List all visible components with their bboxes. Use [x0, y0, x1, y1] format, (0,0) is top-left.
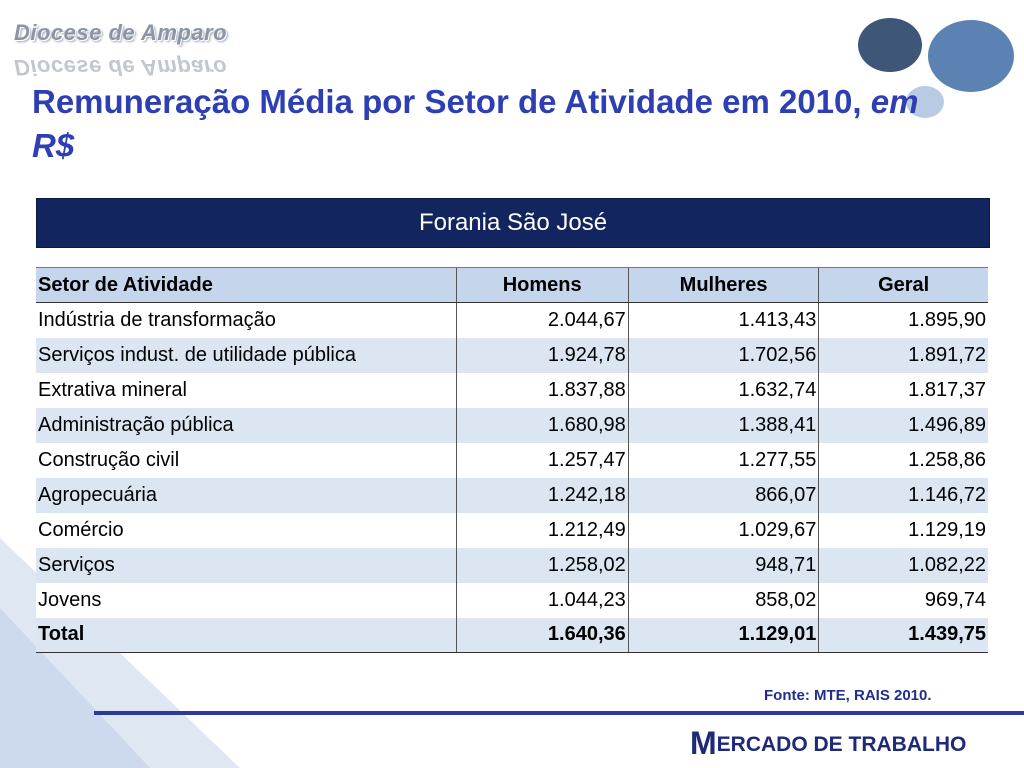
total-label: Total: [36, 618, 456, 653]
cell-sector: Serviços: [36, 548, 456, 583]
decorative-circle-medium: [928, 20, 1014, 92]
cell-women: 1.029,67: [628, 513, 819, 548]
title-main: Remuneração Média por Setor de Atividade em 2010: [32, 83, 853, 120]
brand-logo-reflection: Diocese de Amparo: [14, 55, 228, 80]
cell-men: 1.212,49: [456, 513, 628, 548]
slide-title: [32, 80, 932, 168]
table-row: [36, 548, 988, 583]
cell-sector: Indústria de transformação: [36, 303, 456, 338]
table-row: [36, 443, 988, 478]
header-women: Mulheres: [628, 268, 819, 303]
table-total-row: [36, 618, 988, 653]
cell-general: 1.146,72: [819, 478, 988, 513]
header-general: Geral: [819, 268, 988, 303]
cell-sector: Construção civil: [36, 443, 456, 478]
table-row: [36, 583, 988, 618]
cell-general: 969,74: [819, 583, 988, 618]
cell-women: 1.413,43: [628, 303, 819, 338]
cell-men: 1.924,78: [456, 338, 628, 373]
header-men: Homens: [456, 268, 628, 303]
brand-logo-text: Diocese de Amparo: [14, 20, 228, 45]
table-row: [36, 408, 988, 443]
cell-women: 1.702,56: [628, 338, 819, 373]
title-separator: ,: [852, 83, 871, 120]
cell-general: 1.258,86: [819, 443, 988, 478]
cell-women: 1.277,55: [628, 443, 819, 478]
cell-men: 1.044,23: [456, 583, 628, 618]
cell-general: 1.891,72: [819, 338, 988, 373]
cell-women: 858,02: [628, 583, 819, 618]
table-header-row: [36, 268, 988, 303]
cell-general: 1.817,37: [819, 373, 988, 408]
table-row: [36, 478, 988, 513]
cell-men: 2.044,67: [456, 303, 628, 338]
cell-sector: Jovens: [36, 583, 456, 618]
header-sector: Setor de Atividade: [36, 268, 456, 303]
cell-men: 1.258,02: [456, 548, 628, 583]
cell-sector: Agropecuária: [36, 478, 456, 513]
salary-table: [36, 267, 988, 653]
cell-men: 1.680,98: [456, 408, 628, 443]
cell-women: 866,07: [628, 478, 819, 513]
cell-men: 1.242,18: [456, 478, 628, 513]
total-women: 1.129,01: [628, 618, 819, 653]
region-header: Forania São José: [36, 198, 990, 248]
table-row: [36, 513, 988, 548]
footer-rest: ERCADO DE TRABALHO: [716, 733, 967, 756]
decorative-circle-dark: [858, 18, 922, 72]
cell-general: 1.895,90: [819, 303, 988, 338]
cell-men: 1.257,47: [456, 443, 628, 478]
cell-women: 1.388,41: [628, 408, 819, 443]
total-general: 1.439,75: [819, 618, 988, 653]
cell-general: 1.496,89: [819, 408, 988, 443]
cell-men: 1.837,88: [456, 373, 628, 408]
cell-sector: Administração pública: [36, 408, 456, 443]
table-row: [36, 373, 988, 408]
cell-general: 1.082,22: [819, 548, 988, 583]
footer-initial: M: [690, 725, 717, 761]
title-unit: em R$: [32, 83, 919, 164]
footer-section-label: [690, 725, 967, 761]
cell-sector: Extrativa mineral: [36, 373, 456, 408]
footer-divider: [94, 711, 1024, 715]
cell-sector: Serviços indust. de utilidade pública: [36, 338, 456, 373]
table-row: [36, 303, 988, 338]
cell-women: 1.632,74: [628, 373, 819, 408]
table-row: [36, 338, 988, 373]
cell-general: 1.129,19: [819, 513, 988, 548]
total-men: 1.640,36: [456, 618, 628, 653]
source-note: Fonte: MTE, RAIS 2010.: [764, 687, 932, 704]
cell-women: 948,71: [628, 548, 819, 583]
cell-sector: Comércio: [36, 513, 456, 548]
